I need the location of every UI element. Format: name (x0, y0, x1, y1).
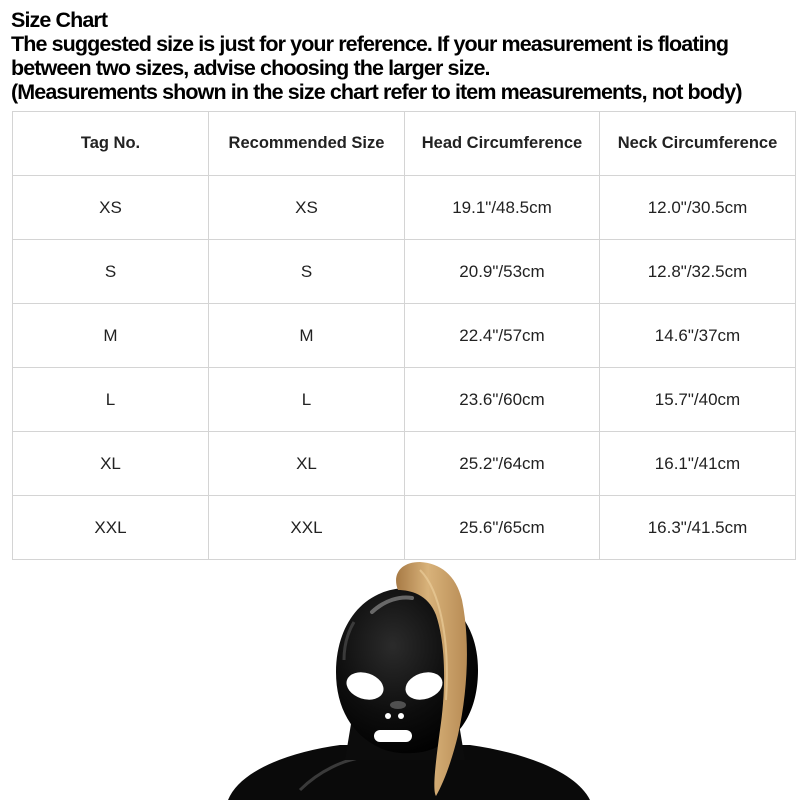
table-row (13, 240, 796, 304)
head-circumference-cell: 25.2"/64cm (405, 432, 600, 496)
recommended-size-cell: XXL (209, 496, 405, 560)
table-row (13, 304, 796, 368)
recommended-size-cell: S (209, 240, 405, 304)
table-row (13, 432, 796, 496)
neck-circumference-cell: 16.1"/41cm (600, 432, 796, 496)
neck-circumference-cell: 15.7"/40cm (600, 368, 796, 432)
tag-cell: L (13, 368, 209, 432)
size-note-line-1: The suggested size is just for your reference. If your measurement is floating (11, 32, 729, 56)
tag-cell: S (13, 240, 209, 304)
tag-cell: XS (13, 176, 209, 240)
table-row (13, 368, 796, 432)
recommended-size-cell: L (209, 368, 405, 432)
tag-cell: M (13, 304, 209, 368)
neck-circumference-cell: 12.8"/32.5cm (600, 240, 796, 304)
size-chart-header (11, 8, 796, 104)
size-chart-title: Size Chart (11, 8, 108, 32)
head-circumference-cell: 19.1"/48.5cm (405, 176, 600, 240)
size-chart-table (12, 111, 796, 560)
table-row (13, 496, 796, 560)
column-header-recommended-size: Recommended Size (209, 112, 405, 176)
head-circumference-cell: 22.4"/57cm (405, 304, 600, 368)
column-header-head-circumference: Head Circumference (405, 112, 600, 176)
neck-circumference-cell: 16.3"/41.5cm (600, 496, 796, 560)
recommended-size-cell: M (209, 304, 405, 368)
head-circumference-cell: 20.9"/53cm (405, 240, 600, 304)
latex-hood-photo (0, 560, 800, 800)
mouth-opening (374, 730, 412, 742)
tag-cell: XXL (13, 496, 209, 560)
size-note-line-3: (Measurements shown in the size chart refer to item measurements, not body) (11, 80, 742, 104)
table-header-row (13, 112, 796, 176)
neck-circumference-cell: 12.0"/30.5cm (600, 176, 796, 240)
recommended-size-cell: XL (209, 432, 405, 496)
size-note-line-2: between two sizes, advise choosing the larger size. (11, 56, 490, 80)
tag-cell: XL (13, 432, 209, 496)
head-circumference-cell: 23.6"/60cm (405, 368, 600, 432)
neck-circumference-cell: 14.6"/37cm (600, 304, 796, 368)
column-header-tag-no: Tag No. (13, 112, 209, 176)
table-row (13, 176, 796, 240)
recommended-size-cell: XS (209, 176, 405, 240)
column-header-neck-circumference: Neck Circumference (600, 112, 796, 176)
head-circumference-cell: 25.6"/65cm (405, 496, 600, 560)
